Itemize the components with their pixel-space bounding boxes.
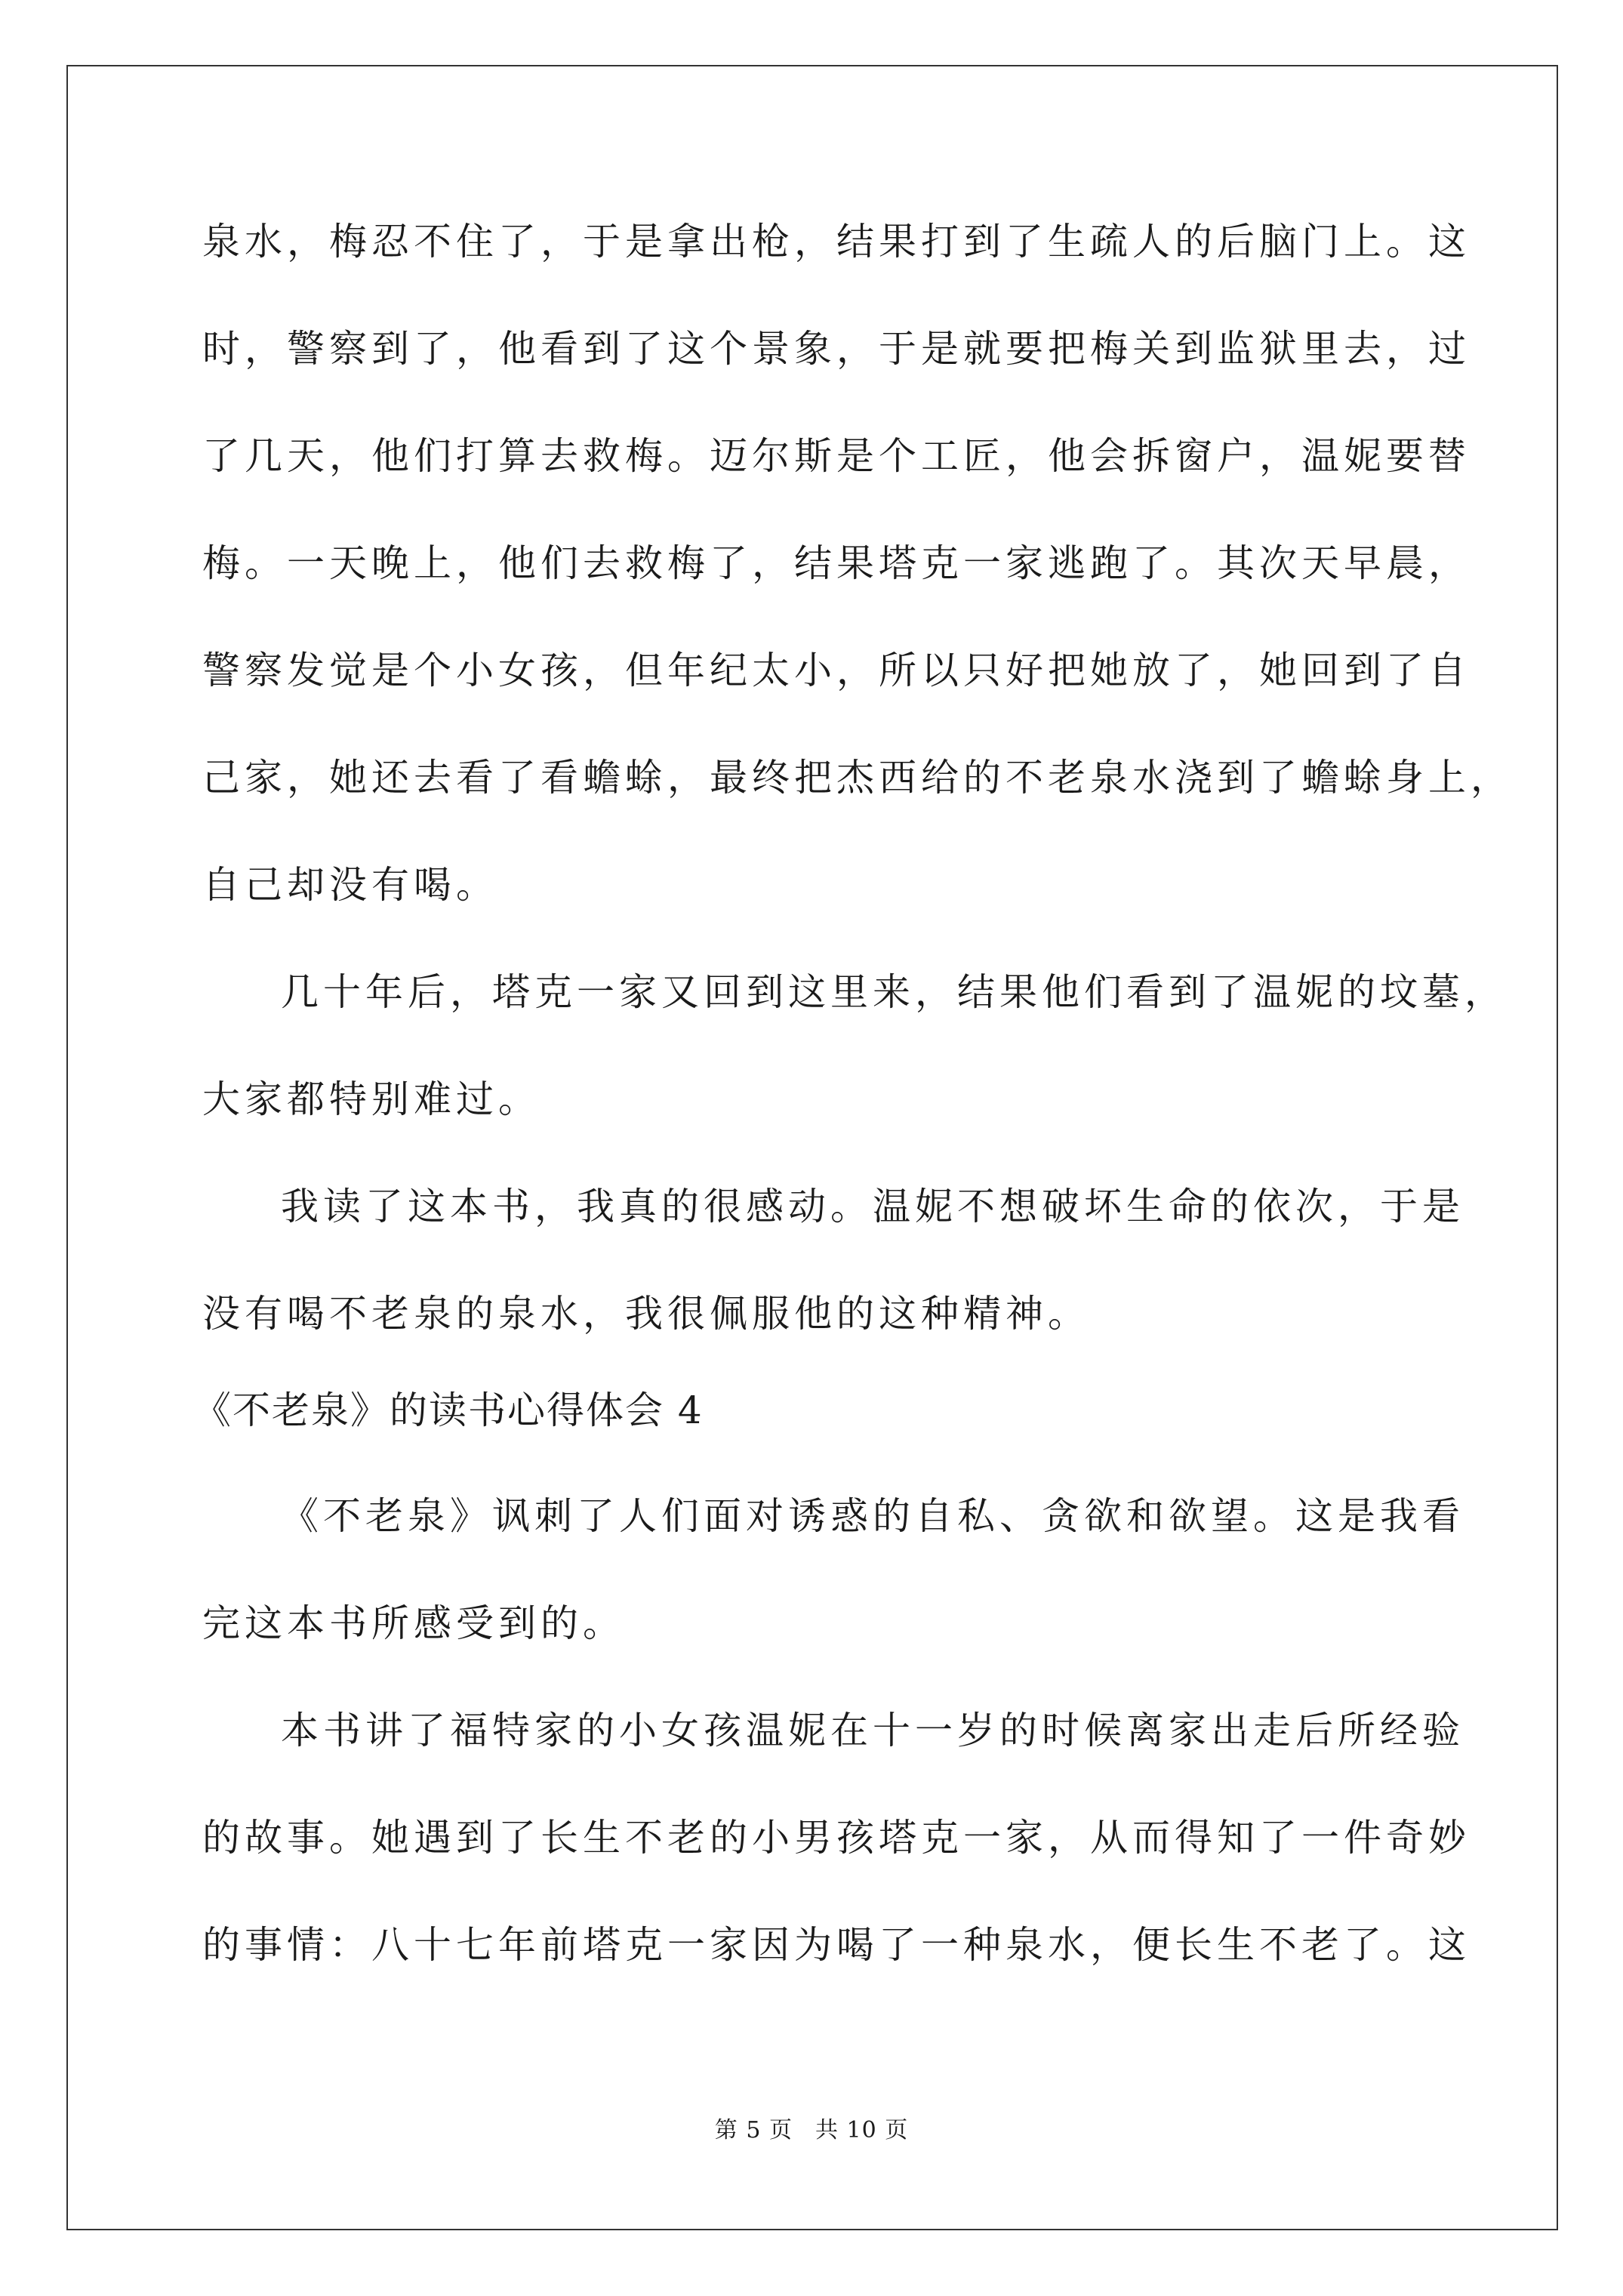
text-line: 大家都特别难过。 bbox=[202, 1077, 540, 1121]
text-line: 时，警察到了，他看到了这个景象，于是就要把梅关到监狱里去，过 bbox=[202, 327, 1471, 371]
page-number: 第 5 页 bbox=[714, 2117, 793, 2143]
text-line: 几十年后，塔克一家又回到这里来，结果他们看到了温妮的坟墓， bbox=[281, 970, 1507, 1014]
text-line: 没有喝不老泉的泉水，我很佩服他的这种精神。 bbox=[202, 1292, 1090, 1336]
text-line: 泉水，梅忍不住了，于是拿出枪，结果打到了生疏人的后脑门上。这 bbox=[202, 220, 1471, 264]
text-line: 的事情：八十七年前塔克一家因为喝了一种泉水，便长生不老了。这 bbox=[202, 1923, 1471, 1967]
text-line: 本书讲了福特家的小女孩温妮在十一岁的时候离家出走后所经验 bbox=[281, 1709, 1464, 1752]
text-line: 完这本书所感受到的。 bbox=[202, 1601, 625, 1645]
page-total: 共 10 页 bbox=[815, 2117, 909, 2143]
text-line: 了几天，他们打算去救梅。迈尔斯是个工匠，他会拆窗户，温妮要替 bbox=[202, 434, 1471, 478]
page-footer bbox=[0, 2117, 1623, 2144]
text-line: 《不老泉》讽刺了人们面对诱惑的自私、贪欲和欲望。这是我看 bbox=[281, 1494, 1464, 1538]
section-heading: 《不老泉》的读书心得体会 4 bbox=[193, 1388, 704, 1432]
text-line: 自己却没有喝。 bbox=[202, 863, 498, 907]
text-line: 的故事。她遇到了长生不老的小男孩塔克一家，从而得知了一件奇妙 bbox=[202, 1816, 1471, 1860]
text-line: 警察发觉是个小女孩，但年纪太小，所以只好把她放了，她回到了自 bbox=[202, 649, 1471, 692]
text-line: 己家，她还去看了看蟾蜍，最终把杰西给的不老泉水浇到了蟾蜍身上， bbox=[202, 756, 1513, 800]
text-line: 梅。一天晚上，他们去救梅了，结果塔克一家逃跑了。其次天早晨， bbox=[202, 541, 1471, 585]
page-border bbox=[66, 65, 1558, 2230]
text-line: 我读了这本书，我真的很感动。温妮不想破坏生命的依次，于是 bbox=[281, 1185, 1464, 1228]
